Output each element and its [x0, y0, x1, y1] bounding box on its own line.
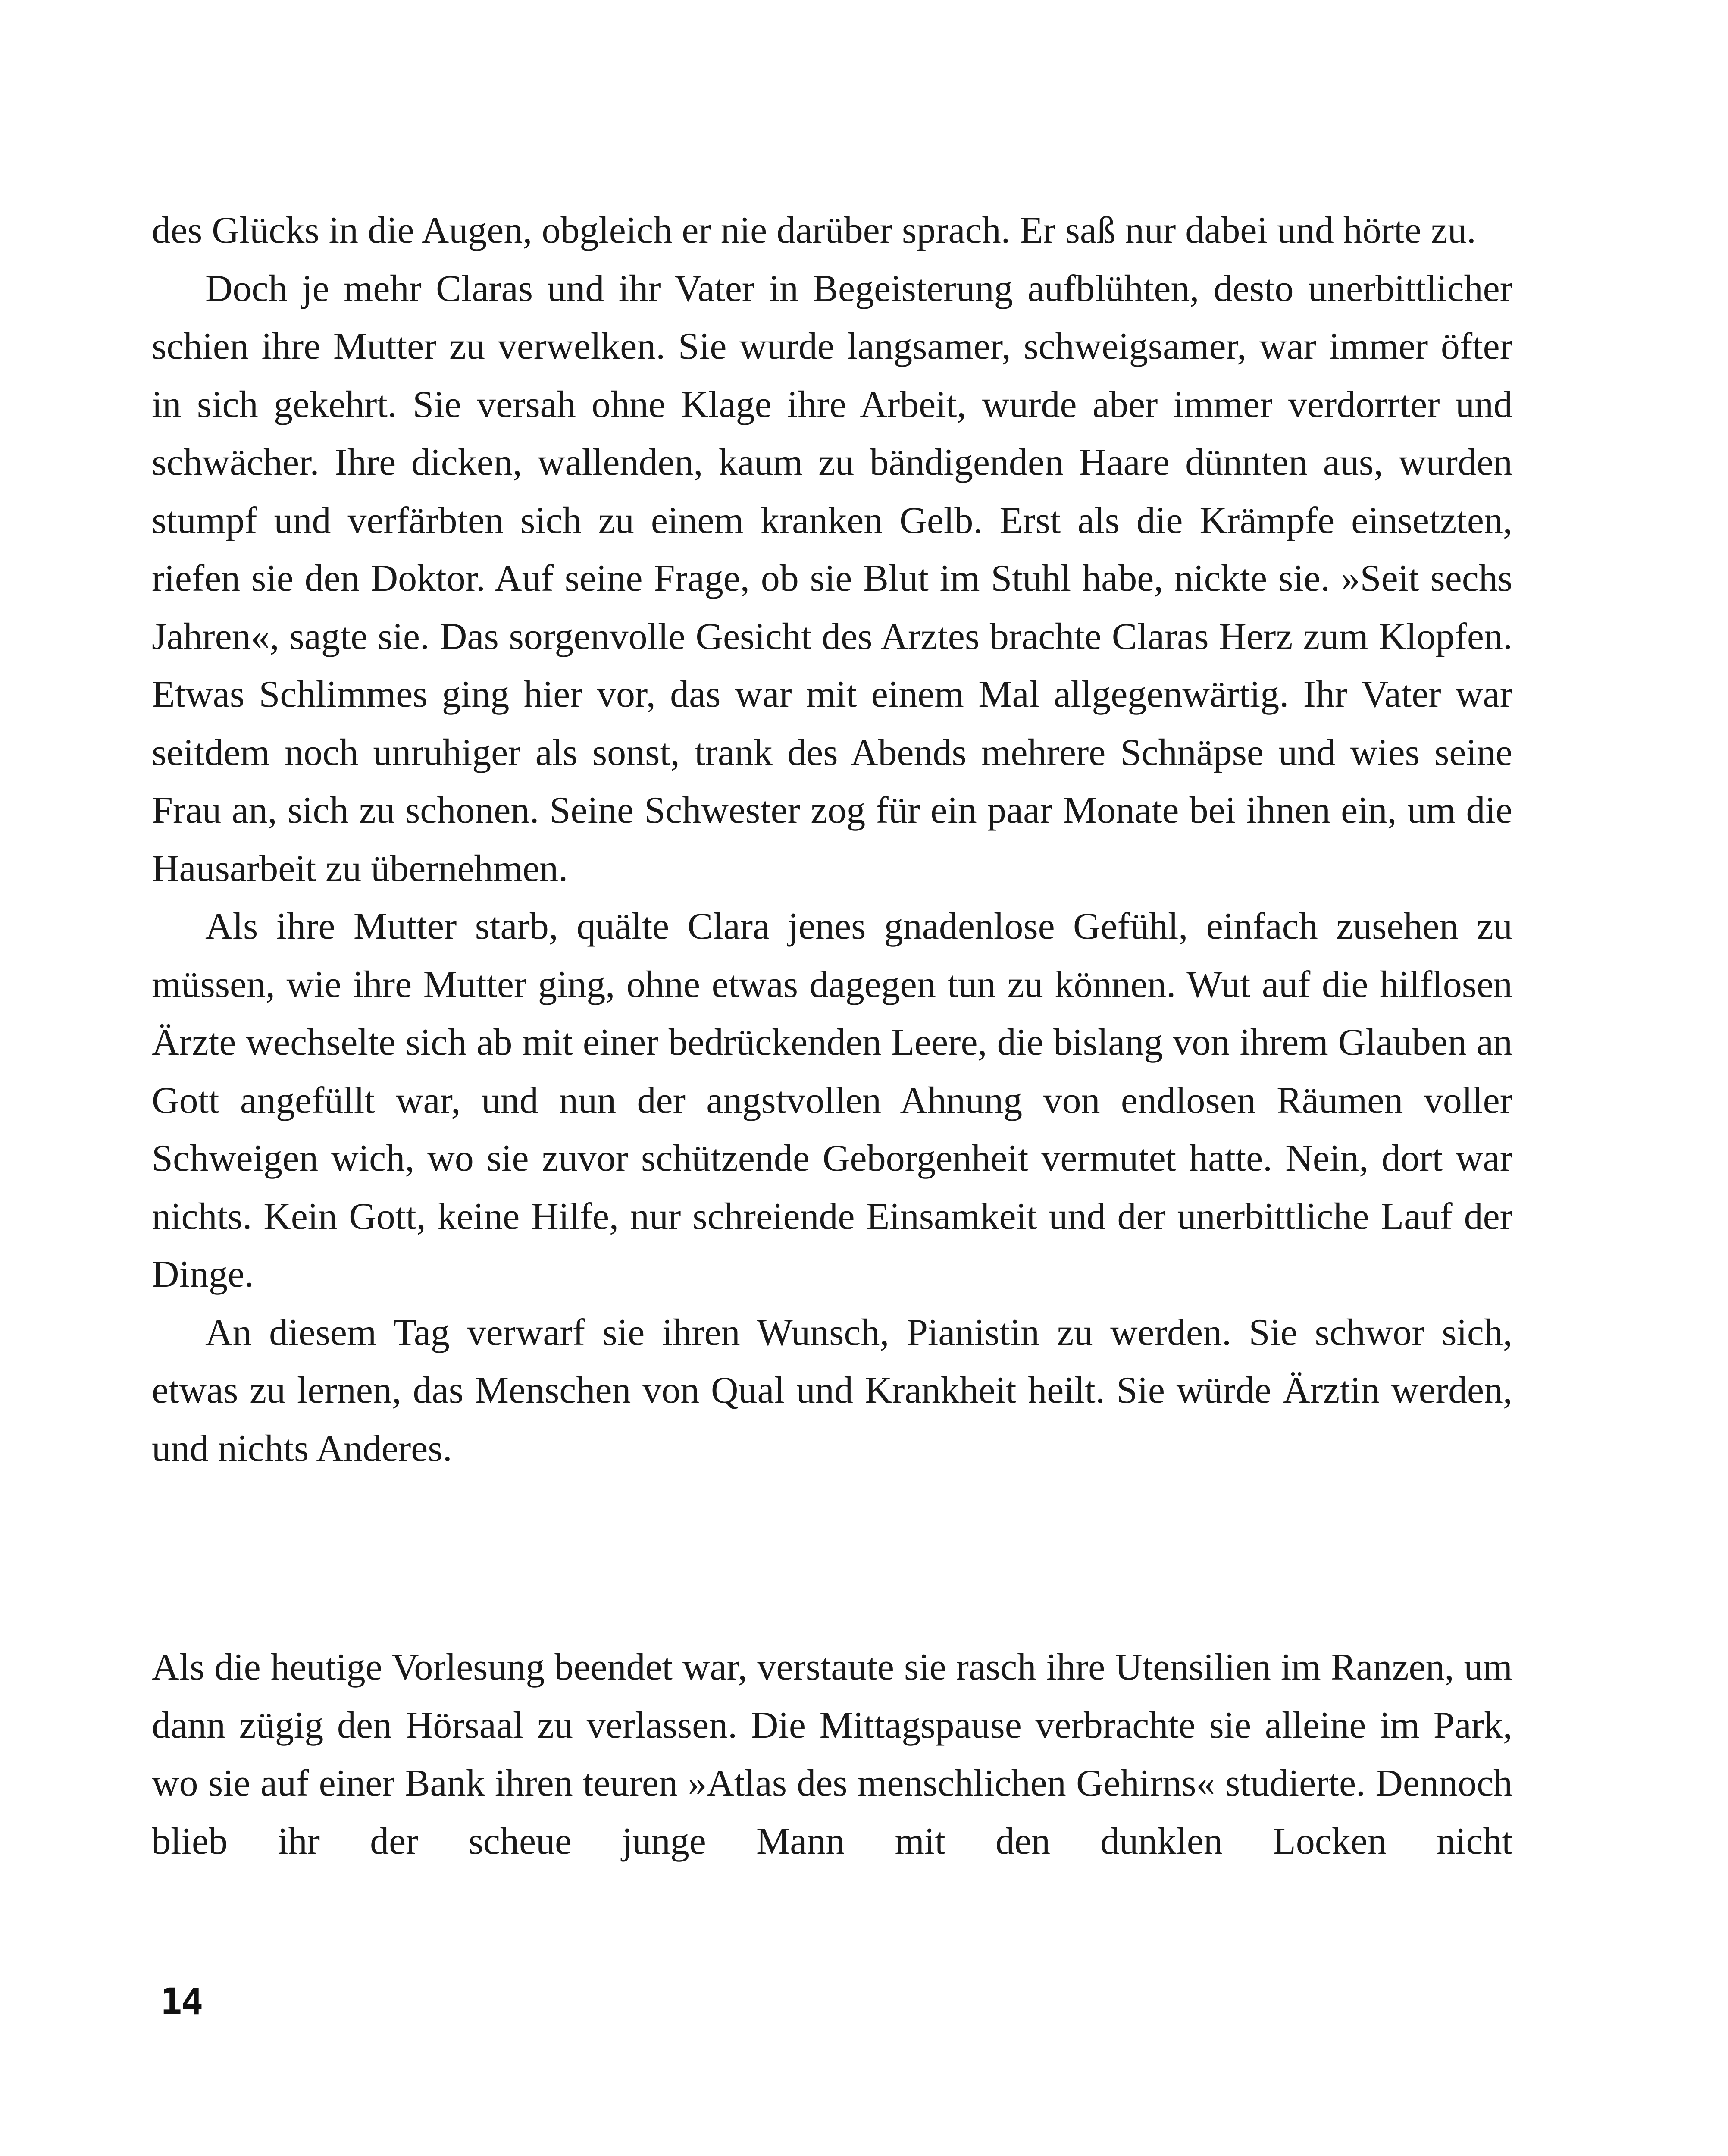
- page-number: 14: [160, 1981, 203, 2023]
- paragraph-1: des Glücks in die Augen, obgleich er nie darüber sprach. Er saß nur dabei und hörte zu.: [152, 210, 1476, 251]
- text-section-2: [152, 1639, 1512, 1871]
- paragraph-2: Doch je mehr Claras und ihr Vater in Begeisterung aufblühten, desto unerbittlicher schien ihre Mutter zu verwelken. Sie wurde langsamer, schweigsamer, war immer öfter in sich gekehrt. Sie versah ohne Klage ihre Arbeit, wurde aber immer verdorrter und schwächer. Ihre dicken, wallenden, kaum zu bändigenden Haare dünnten aus, wurden stumpf und verfärbten sich zu einem kranken Gelb. Erst als die Krämpfe einsetzten, riefen sie den Doktor. Auf seine Frage, ob sie Blut im Stuhl habe, nickte sie. »Seit sechs Jahren«, sagte sie. Das sorgenvolle Gesicht des Arztes brachte Claras Herz zum Klopfen. Etwas Schlimmes ging hier vor, das war mit einem Mal allgegenwärtig. Ihr Vater war seitdem noch unruhiger als sonst, trank des Abends mehrere Schnäpse und wies seine Frau an, sich zu schonen. Seine Schwester zog für ein paar Monate bei ihnen ein, um die Hausarbeit zu übernehmen.: [152, 267, 1512, 890]
- paragraph-3: Als ihre Mutter starb, quälte Clara jenes gnadenlose Gefühl, einfach zusehen zu müssen, wie ihre Mutter ging, ohne etwas dagegen tun zu können. Wut auf die hilflosen Ärzte wechselte sich ab mit einer bedrückenden Leere, die bislang von ihrem Glauben an Gott angefüllt war, und nun der angstvollen Ahnung von endlosen Räumen voller Schweigen wich, wo sie zuvor schützende Geborgenheit vermutet hatte. Nein, dort war nichts. Kein Gott, keine Hilfe, nur schreiende Einsamkeit und der unerbittliche Lauf der Dinge.: [152, 906, 1512, 1295]
- paragraph-4: An diesem Tag verwarf sie ihren Wunsch, Pianistin zu werden. Sie schwor sich, etwas zu lernen, das Menschen von Qual und Krankheit heilt. Sie würde Ärztin werden, und nichts Anderes.: [152, 1311, 1512, 1470]
- paragraph-5: Als die heutige Vorlesung beendet war, verstaute sie rasch ihre Utensilien im Ranzen, um dann zügig den Hörsaal zu verlassen. Die Mittagspause verbrachte sie alleine im Park, wo sie auf einer Bank ihren teuren »Atlas des menschlichen Gehirns« studierte. Dennoch blieb ihr der scheue junge Mann mit den dunklen Locken nicht: [152, 1646, 1512, 1862]
- text-section-1: [152, 202, 1512, 1478]
